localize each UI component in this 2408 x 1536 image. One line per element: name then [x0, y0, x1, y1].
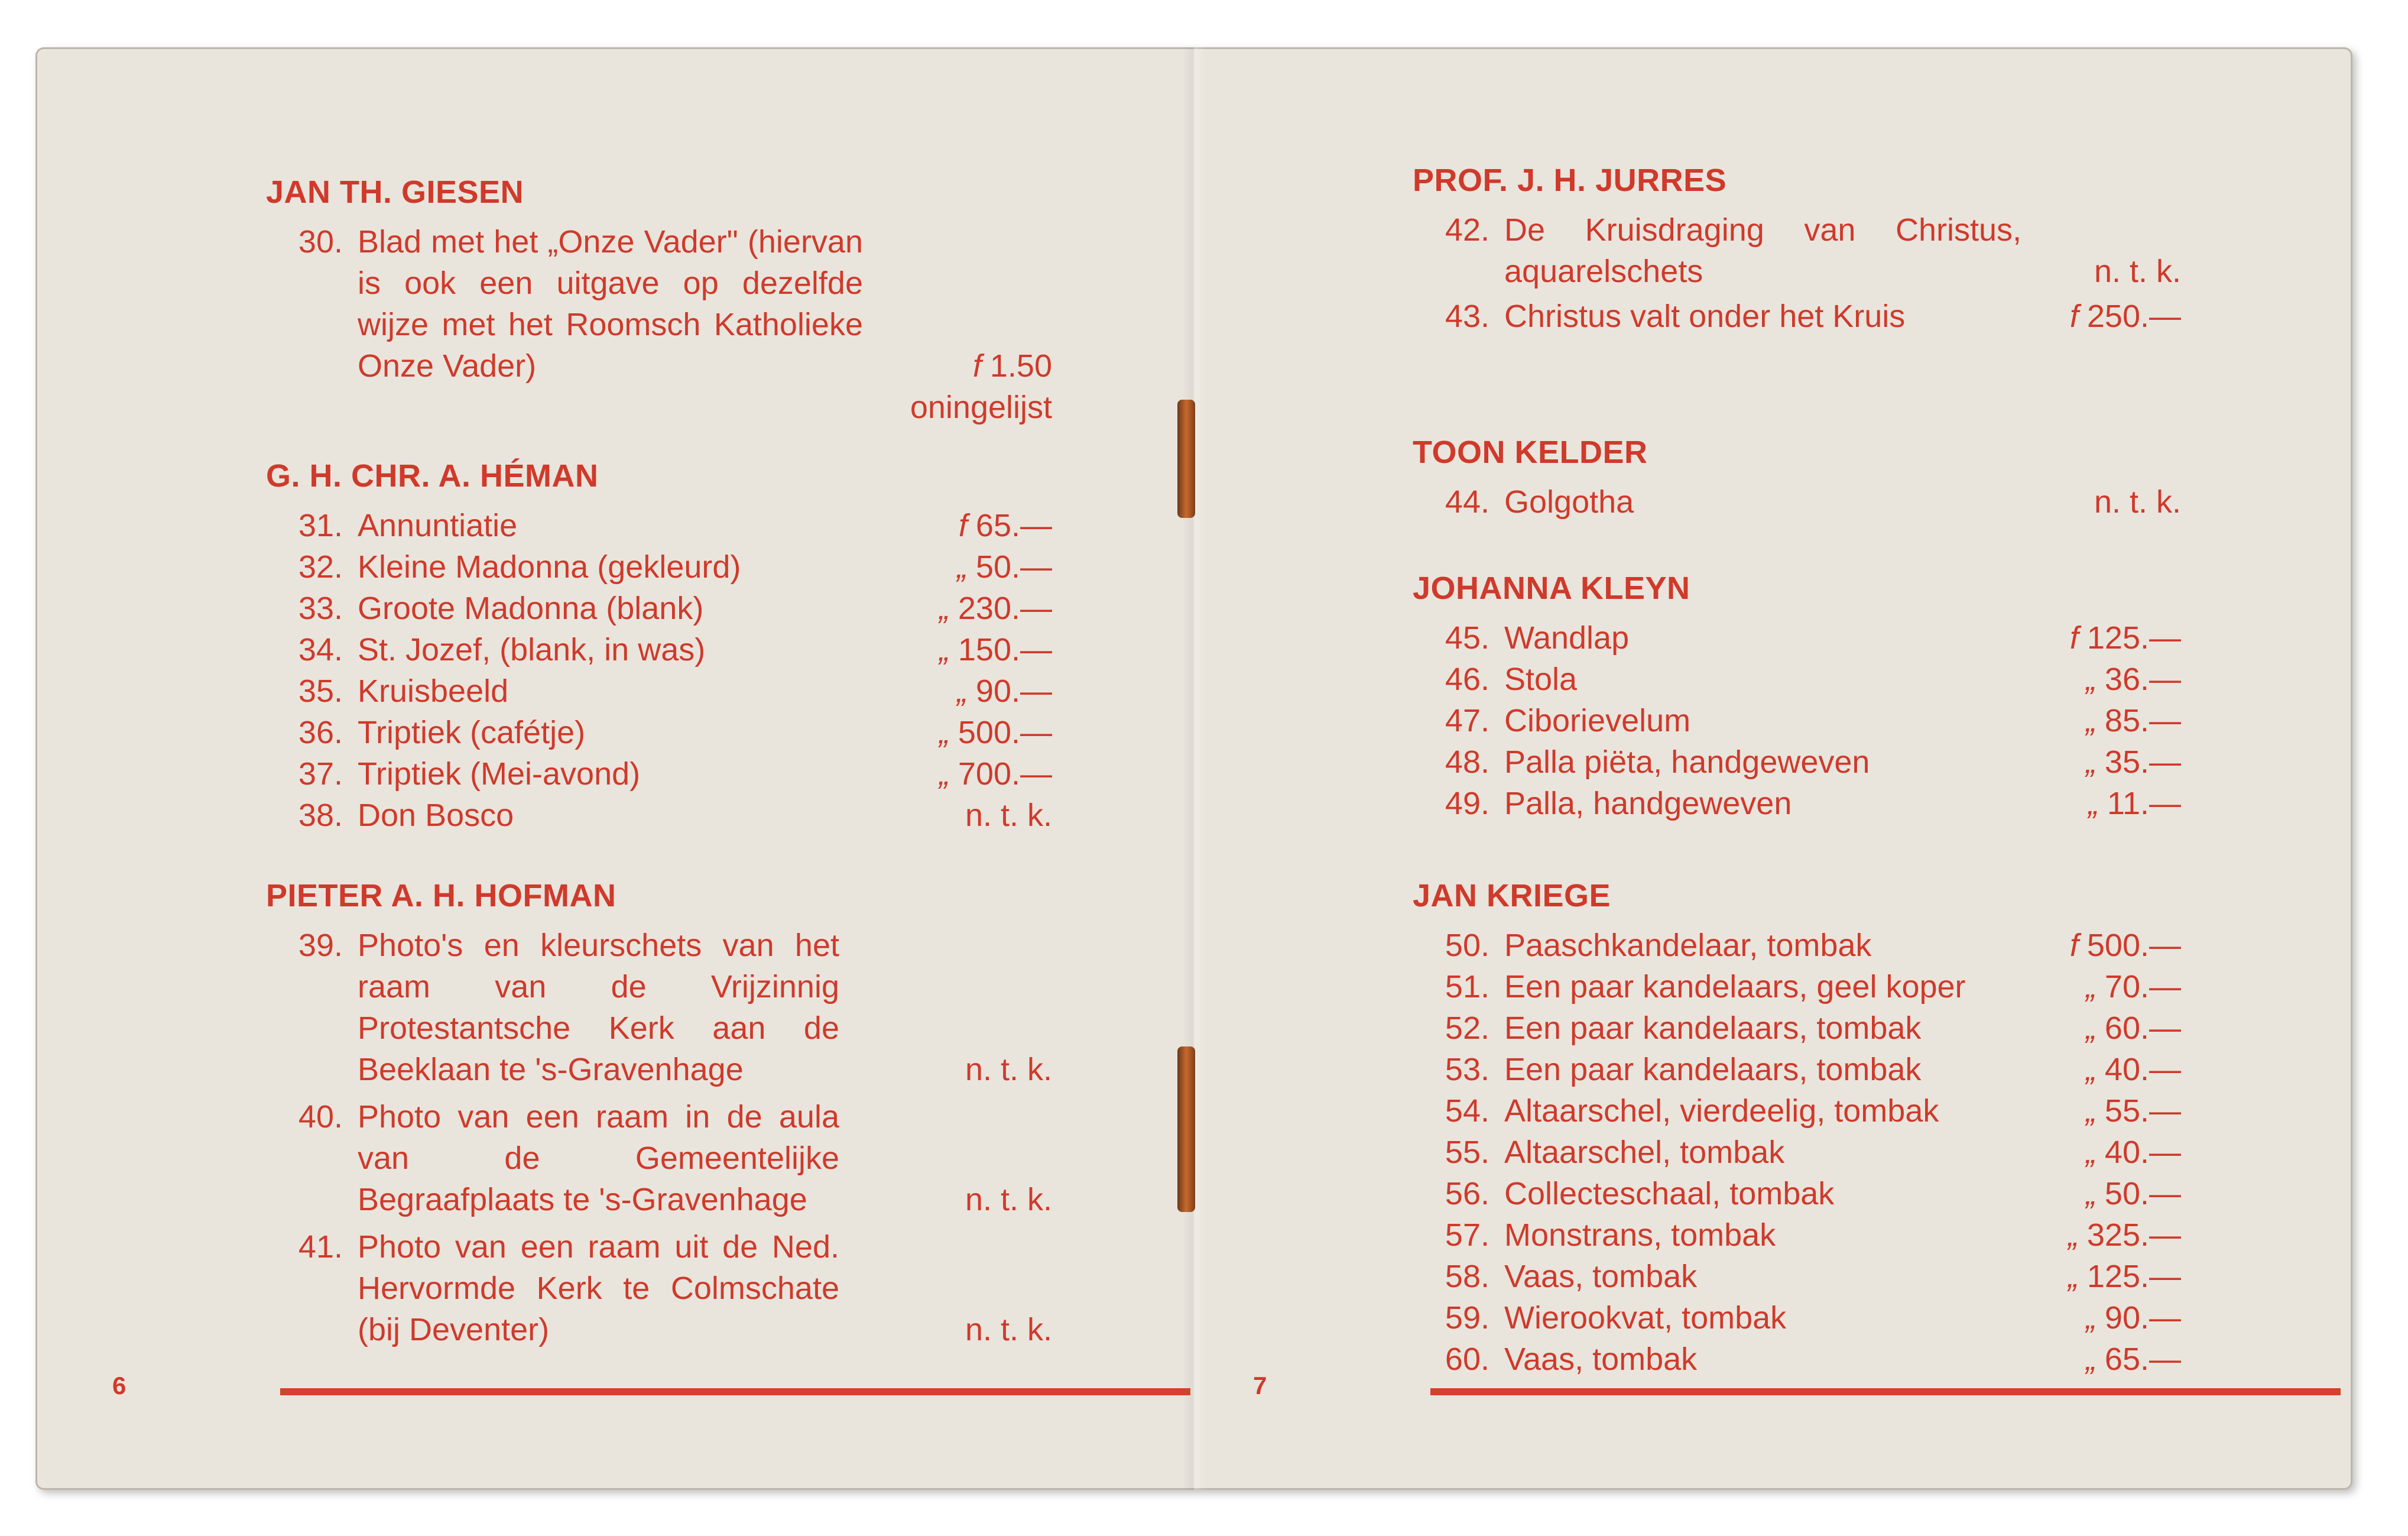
- price-mark: „: [2088, 786, 2099, 821]
- price-value: 36.—: [2104, 662, 2181, 697]
- price-value: 11.—: [2107, 786, 2181, 821]
- list-item: [1413, 1339, 2181, 1380]
- price-value: n. t. k.: [965, 1052, 1052, 1087]
- price-value: 70.—: [2104, 969, 2181, 1004]
- item-price: [965, 1179, 1052, 1220]
- item-number: 56.: [1445, 1176, 1489, 1211]
- page-number-right: 7: [1253, 1372, 1267, 1399]
- item-title: Blad met het „Onze Vader" (hiervan is ook een uitgave op dezelfde wijze met het Roomsch Katholieke Onze Vader): [358, 224, 863, 384]
- price-value: 85.—: [2104, 703, 2181, 738]
- item-price: [2086, 1297, 2181, 1339]
- section-heman: [266, 455, 1052, 836]
- item-title: Kruisbeeld: [358, 673, 509, 709]
- price-value: 40.—: [2104, 1052, 2181, 1087]
- spine-fold: [1182, 47, 1206, 1490]
- list-item: [266, 588, 1052, 629]
- price-mark: f: [2069, 928, 2079, 963]
- item-price: [939, 588, 1052, 629]
- item-title: Golgotha: [1504, 484, 1634, 520]
- item-number: 40.: [298, 1099, 343, 1135]
- price-value: 60.—: [2104, 1010, 2181, 1046]
- item-title: Palla, handgeweven: [1504, 786, 1792, 821]
- section-kleyn: [1413, 568, 2181, 824]
- item-number: 55.: [1445, 1135, 1489, 1170]
- price-value: 500.—: [958, 715, 1052, 750]
- item-price: [2068, 1256, 2181, 1297]
- price-value: 90.—: [975, 673, 1052, 709]
- price-mark: „: [2085, 1341, 2097, 1377]
- item-title: Vaas, tombak: [1504, 1259, 1698, 1294]
- footer-rule-left: [280, 1388, 1190, 1395]
- item-number: 52.: [1445, 1010, 1489, 1046]
- artist-heading: JOHANNA KLEYN: [1413, 571, 1690, 606]
- item-number: 34.: [298, 632, 343, 667]
- price-value: 325.—: [2086, 1217, 2181, 1253]
- item-number: 42.: [1445, 212, 1489, 248]
- item-number: 38.: [298, 798, 343, 833]
- item-number: 45.: [1445, 620, 1489, 656]
- price-value: 230.—: [958, 591, 1052, 626]
- list-item: [1413, 296, 2181, 337]
- list-item: [266, 712, 1052, 753]
- price-value: 125.—: [2086, 1259, 2181, 1294]
- list-item: [266, 753, 1052, 795]
- item-title: Triptiek (cafétje): [358, 715, 586, 750]
- item-title: Ciborievelum: [1504, 703, 1691, 738]
- price-value: 700.—: [958, 756, 1052, 792]
- price-mark: „: [939, 591, 950, 626]
- price-value: n. t. k.: [965, 1312, 1052, 1347]
- price-value: 500.—: [2086, 928, 2181, 963]
- item-number: 43.: [1445, 299, 1489, 334]
- item-number: 60.: [1445, 1341, 1489, 1377]
- item-price: [2086, 966, 2181, 1007]
- list-item: [1413, 1214, 2181, 1256]
- item-price: [2068, 1214, 2181, 1256]
- price-mark: „: [2085, 662, 2097, 697]
- item-title: Vaas, tombak: [1504, 1341, 1698, 1377]
- item-number: 57.: [1445, 1217, 1489, 1253]
- item-number: 53.: [1445, 1052, 1489, 1087]
- price-mark: f: [958, 508, 968, 543]
- list-item: [1413, 925, 2181, 966]
- item-title: Stola: [1504, 662, 1578, 697]
- item-number: 49.: [1445, 786, 1489, 821]
- price-mark: „: [2085, 1300, 2097, 1336]
- price-value: 150.—: [958, 632, 1052, 667]
- item-title: St. Jozef, (blank, in was): [358, 632, 706, 667]
- item-title: Groote Madonna (blank): [358, 591, 704, 626]
- item-title: Palla piëta, handgeweven: [1504, 744, 1870, 780]
- price-mark: „: [939, 632, 950, 667]
- item-number: 48.: [1445, 744, 1489, 780]
- list-item: [266, 1096, 1052, 1220]
- item-price: [959, 505, 1052, 546]
- item-price: [973, 345, 1052, 387]
- price-mark: f: [2069, 620, 2079, 656]
- item-title: Altaarschel, tombak: [1504, 1135, 1785, 1170]
- item-title: Triptiek (Mei-avond): [358, 756, 641, 792]
- list-item: [266, 629, 1052, 670]
- item-number: 33.: [298, 591, 343, 626]
- price-mark: „: [2085, 969, 2097, 1004]
- artist-heading: TOON KELDER: [1413, 435, 1648, 470]
- item-number: 58.: [1445, 1259, 1489, 1294]
- item-price: [957, 546, 1052, 588]
- item-price: [939, 712, 1052, 753]
- price-mark: „: [2068, 1259, 2079, 1294]
- price-value: n. t. k.: [2094, 484, 2181, 520]
- price-mark: „: [956, 673, 968, 709]
- list-item: [1413, 1173, 2181, 1214]
- list-item: [1413, 1090, 2181, 1132]
- price-value: n. t. k.: [965, 1182, 1052, 1217]
- price-mark: „: [956, 549, 968, 585]
- list-item: [266, 546, 1052, 588]
- price-mark: „: [2085, 1010, 2097, 1046]
- section-giesen: [266, 171, 1052, 428]
- list-item: [1413, 481, 2181, 523]
- price-mark: „: [939, 756, 950, 792]
- item-price: [2086, 741, 2181, 783]
- price-value: 65.—: [2104, 1341, 2181, 1377]
- item-number: 54.: [1445, 1093, 1489, 1129]
- item-title: Paaschkandelaar, tombak: [1504, 928, 1872, 963]
- price-value: 250.—: [2086, 299, 2181, 334]
- item-number: 41.: [298, 1229, 343, 1265]
- item-price: [2086, 700, 2181, 741]
- price-mark: „: [939, 715, 950, 750]
- item-price: [965, 1309, 1052, 1350]
- price-mark: „: [2085, 1093, 2097, 1129]
- booklet-spread: [35, 47, 2352, 1490]
- item-number: 37.: [298, 756, 343, 792]
- item-number: 32.: [298, 549, 343, 585]
- list-item: [1413, 783, 2181, 824]
- item-title: Monstrans, tombak: [1504, 1217, 1776, 1253]
- price-value: 55.—: [2104, 1093, 2181, 1129]
- item-price: [2086, 1049, 2181, 1090]
- price-value: 65.—: [975, 508, 1052, 543]
- list-item: [1413, 1049, 2181, 1090]
- item-price: [2094, 481, 2181, 523]
- price-value: n. t. k.: [965, 798, 1052, 833]
- item-price: [2070, 296, 2181, 337]
- price-mark: f: [972, 348, 982, 384]
- price-value: n. t. k.: [2094, 254, 2181, 289]
- list-item: [1413, 1297, 2181, 1339]
- list-item: [1413, 1132, 2181, 1173]
- item-title: Don Bosco: [358, 798, 514, 833]
- item-price: [2086, 1132, 2181, 1173]
- item-number: 50.: [1445, 928, 1489, 963]
- item-price: [939, 753, 1052, 795]
- item-number: 36.: [298, 715, 343, 750]
- price-value: 40.—: [2104, 1135, 2181, 1170]
- price-value: 1.50: [989, 348, 1052, 384]
- item-number: 31.: [298, 508, 343, 543]
- item-number: 46.: [1445, 662, 1489, 697]
- right-page: [1206, 47, 2352, 1490]
- list-item: [1413, 209, 2181, 292]
- section-jurres: [1413, 160, 2181, 337]
- price-value: 50.—: [2104, 1176, 2181, 1211]
- item-title: Wandlap: [1504, 620, 1630, 656]
- section-kriege: [1413, 875, 2181, 1380]
- artist-heading: JAN KRIEGE: [1413, 878, 1611, 913]
- item-title: Christus valt onder het Kruis: [1504, 299, 1906, 334]
- section-kelder: [1413, 432, 2181, 523]
- page-number-left: 6: [112, 1372, 126, 1399]
- artist-heading: PROF. J. H. JURRES: [1413, 163, 1727, 198]
- item-price: [965, 1049, 1052, 1090]
- list-item: [1413, 1256, 2181, 1297]
- price-mark: „: [2085, 1135, 2097, 1170]
- list-item: [1413, 617, 2181, 659]
- list-item: [266, 795, 1052, 836]
- artist-heading: G. H. CHR. A. HÉMAN: [266, 458, 599, 494]
- list-item: [266, 1226, 1052, 1350]
- item-price: [2086, 659, 2181, 700]
- item-title: Annuntiatie: [358, 508, 518, 543]
- item-title: Altaarschel, vierdeelig, tombak: [1504, 1093, 1939, 1129]
- item-title: De Kruisdraging van Christus, aquarelschets: [1504, 212, 2021, 289]
- item-note: oningelijst: [910, 390, 1052, 425]
- footer-rule-right: [1430, 1388, 2341, 1395]
- list-item: [1413, 966, 2181, 1007]
- list-item: [1413, 1007, 2181, 1049]
- item-price: [2070, 925, 2181, 966]
- item-number: 44.: [1445, 484, 1489, 520]
- list-item: [1413, 700, 2181, 741]
- price-mark: „: [2085, 1176, 2097, 1211]
- item-title: Collecteschaal, tombak: [1504, 1176, 1835, 1211]
- item-price: [2070, 617, 2181, 659]
- list-item: [1413, 741, 2181, 783]
- price-value: 35.—: [2104, 744, 2181, 780]
- item-title: Een paar kandelaars, geel koper: [1504, 969, 1966, 1004]
- item-title: Photo van een raam uit de Ned. Hervormde Kerk te Colmschate (bij Deventer): [358, 1229, 839, 1347]
- price-mark: „: [2085, 744, 2097, 780]
- price-mark: f: [2069, 299, 2079, 334]
- price-value: 90.—: [2104, 1300, 2181, 1336]
- item-price: [2086, 1173, 2181, 1214]
- item-price: [2086, 1339, 2181, 1380]
- item-price: [2088, 783, 2181, 824]
- list-item: [266, 221, 1052, 428]
- list-item: [266, 670, 1052, 712]
- item-number: 30.: [298, 224, 343, 260]
- item-price: [965, 795, 1052, 836]
- artist-heading: JAN TH. GIESEN: [266, 174, 524, 210]
- list-item: [1413, 659, 2181, 700]
- item-price: [2086, 1090, 2181, 1132]
- left-page: [35, 47, 1182, 1490]
- item-title: Photo's en kleurschets van het raam van de Vrijzinnig Protestantsche Kerk aan de Beeklaan te 's-Gravenhage: [358, 928, 839, 1087]
- list-item: [266, 505, 1052, 546]
- item-price: [2094, 251, 2181, 292]
- item-title: Een paar kandelaars, tombak: [1504, 1010, 1922, 1046]
- item-title: Een paar kandelaars, tombak: [1504, 1052, 1922, 1087]
- item-number: 39.: [298, 928, 343, 963]
- price-value: 125.—: [2086, 620, 2181, 656]
- section-hofman: [266, 875, 1052, 1350]
- item-title: Wierookvat, tombak: [1504, 1300, 1787, 1336]
- item-number: 47.: [1445, 703, 1489, 738]
- item-price: [957, 670, 1052, 712]
- item-price: [939, 629, 1052, 670]
- item-title: Photo van een raam in de aula van de Gemeentelijke Begraafplaats te 's-Gravenhage: [358, 1099, 839, 1217]
- item-price: [2086, 1007, 2181, 1049]
- item-number: 35.: [298, 673, 343, 709]
- item-number: 51.: [1445, 969, 1489, 1004]
- price-value: 50.—: [975, 549, 1052, 585]
- price-mark: „: [2085, 703, 2097, 738]
- artist-heading: PIETER A. H. HOFMAN: [266, 878, 616, 913]
- price-mark: „: [2068, 1217, 2079, 1253]
- price-mark: „: [2085, 1052, 2097, 1087]
- list-item: [266, 925, 1052, 1090]
- item-title: Kleine Madonna (gekleurd): [358, 549, 741, 585]
- item-number: 59.: [1445, 1300, 1489, 1336]
